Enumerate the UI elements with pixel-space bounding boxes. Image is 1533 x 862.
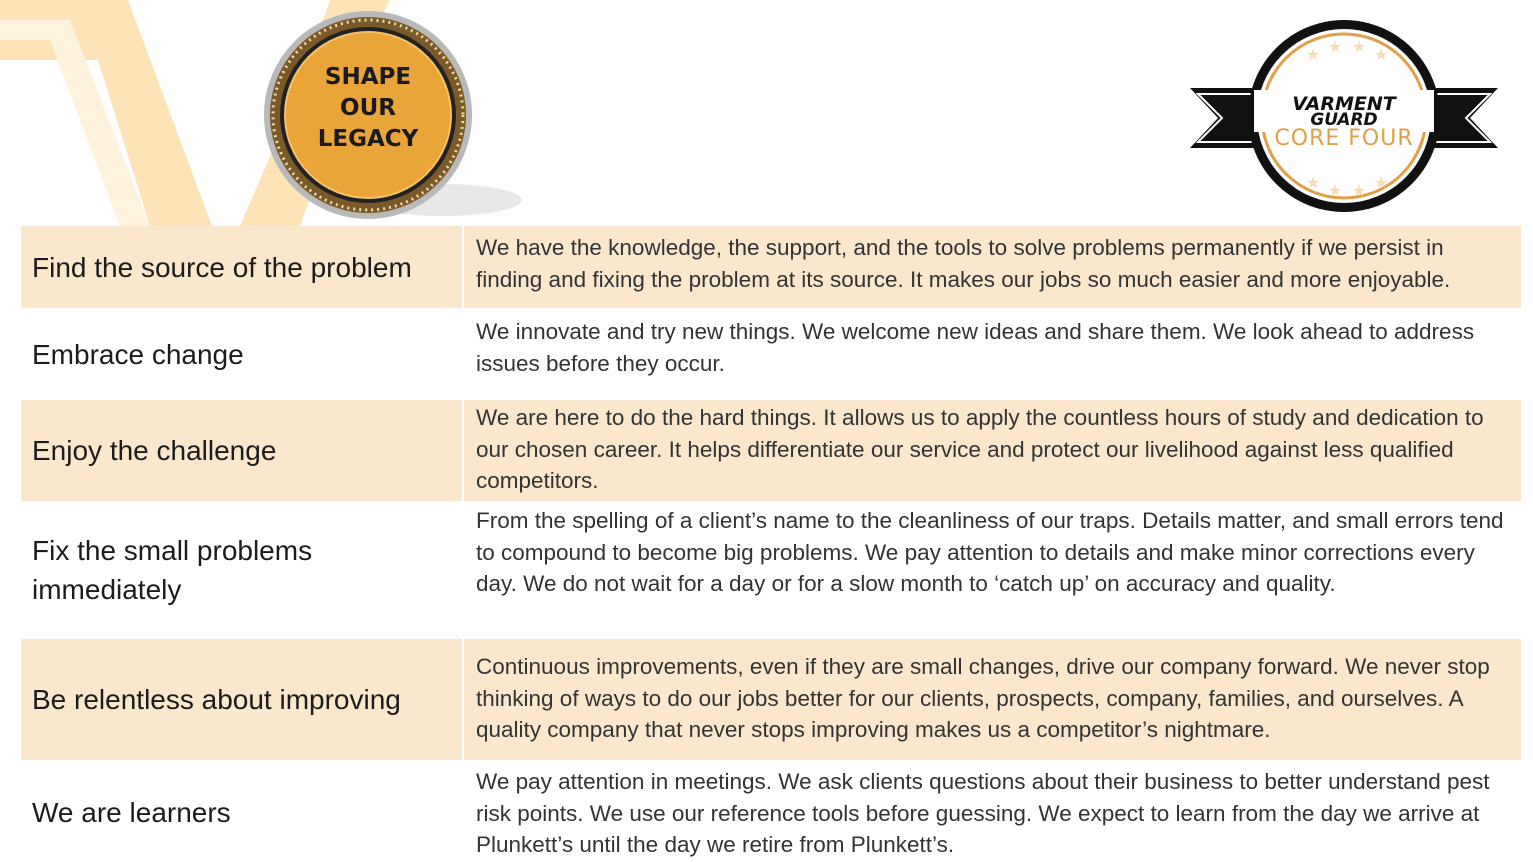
value-description: From the spelling of a client’s name to the cleanliness of our traps. Details matter, and small errors tend to compound to become big problems. We pay attention to details and make minor corrections every day. We do not wait for a day or for a slow month to ‘catch up’ on accuracy and quality. — [476, 508, 1504, 596]
value-description: We innovate and try new things. We welcome new ideas and share them. We look ahead to address issues before they occur. — [476, 319, 1475, 376]
table-row — [21, 226, 1521, 310]
table-row — [21, 762, 1521, 862]
value-description: We pay attention in meetings. We ask clients questions about their business to better understand pest risk points. We use our reference tools before guessing. We expect to learn from the day we arrive at Plunkett’s until the day we retire from Plunkett’s. — [476, 769, 1490, 857]
svg-text:★: ★ — [1352, 37, 1367, 56]
badge-text — [288, 62, 448, 155]
value-label: Embrace change — [21, 310, 464, 398]
value-description: Continuous improvements, even if they are small changes, drive our company forward. We never stop thinking of ways to do our jobs better for our clients, prospects, company, families, and ourselves. A quality company that never stops improving makes us a competitor’s nightmare. — [464, 639, 1521, 760]
logo-line-3: CORE FOUR — [1274, 126, 1414, 151]
core-values-table — [21, 226, 1521, 862]
svg-text:★: ★ — [1328, 181, 1343, 200]
table-row — [21, 639, 1521, 762]
value-label: Enjoy the challenge — [21, 400, 464, 501]
svg-text:★: ★ — [1306, 173, 1321, 192]
table-row — [21, 400, 1521, 503]
logo-line-2: GUARD — [1310, 110, 1378, 130]
svg-text:★: ★ — [1352, 181, 1367, 200]
logo-line-1: VARMENT — [1292, 93, 1396, 115]
value-label: Be relentless about improving — [21, 639, 464, 760]
badge-line-2: OUR — [340, 95, 396, 121]
value-label: We are learners — [21, 762, 464, 862]
value-label: Find the source of the problem — [21, 226, 464, 308]
svg-text:★: ★ — [1306, 45, 1321, 64]
svg-text:★: ★ — [1374, 173, 1389, 192]
svg-text:★: ★ — [1328, 37, 1343, 56]
badge-line-3: LEGACY — [317, 126, 419, 152]
value-description: We have the knowledge, the support, and the tools to solve problems permanently if we persist in finding and fixing the problem at its source. It makes our jobs so much easier and more enjoyable. — [464, 226, 1521, 308]
value-label: Fix the small problems immediately — [21, 503, 464, 637]
svg-text:★: ★ — [1374, 45, 1389, 64]
badge-line-1: SHAPE — [324, 64, 412, 90]
table-row — [21, 310, 1521, 400]
value-description: We are here to do the hard things. It allows us to apply the countless hours of study and dedication to our chosen career. It helps differentiate our service and protect our livelihood against less qualified competitors. — [464, 400, 1521, 501]
table-row — [21, 503, 1521, 639]
